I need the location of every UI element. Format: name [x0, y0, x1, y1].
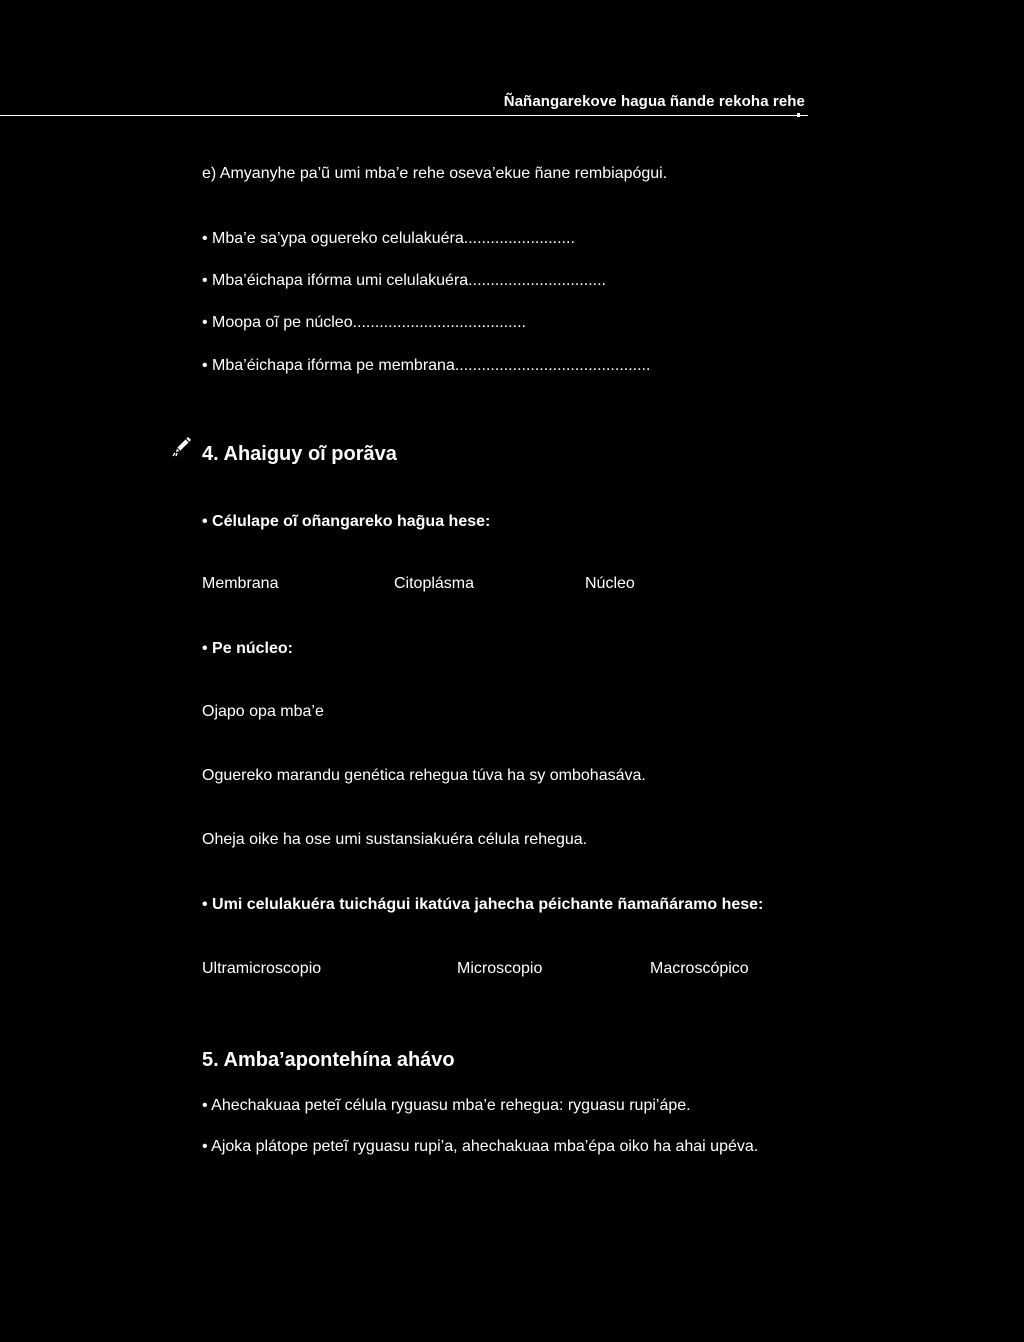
section-e-item: • Moopa oĩ pe núcleo.......................................: [202, 314, 526, 331]
section-e-prompt: e) Amyanyhe pa’ũ umi mba’e rehe oseva’ekue ñane rembiapógui.: [202, 165, 668, 182]
section-e-item: • Mba’éichapa ifórma pe membrana............................................: [202, 357, 651, 374]
question-2-label: • Pe núcleo:: [202, 640, 293, 657]
section-4-heading: 4. Ahaiguy oĩ porãva: [202, 443, 397, 465]
section-e-item: • Mba’e sa’ypa oguereko celulakuéra.........................: [202, 230, 575, 247]
section-e-item: • Mba’éichapa ifórma umi celulakuéra...............................: [202, 272, 606, 289]
header-divider: [0, 115, 808, 116]
question-2-option: Oheja oike ha ose umi sustansiakuéra célula rehegua.: [202, 831, 588, 848]
question-3-option: Ultramicroscopio: [202, 960, 322, 977]
pencil-icon: [171, 435, 193, 457]
section-5-heading: 5. Amba’apontehína ahávo: [202, 1049, 455, 1071]
question-1-option: Citoplásma: [394, 575, 475, 592]
question-1-option: Núcleo: [585, 575, 635, 592]
question-3-option: Macroscópico: [650, 960, 749, 977]
question-3-option: Microscopio: [457, 960, 543, 977]
section-5-item: • Ajoka plátope peteĩ ryguasu rupi’a, ahechakuaa mba’épa oiko ha ahai upéva.: [202, 1138, 759, 1155]
section-5-item: • Ahechakuaa peteĩ célula ryguasu mba’e rehegua: ryguasu rupi’ápe.: [202, 1097, 691, 1114]
question-2-option: Ojapo opa mba’e: [202, 703, 324, 720]
question-1-label: • Célulape oĩ oñangareko hag̃ua hese:: [202, 513, 491, 530]
header-mark: [797, 113, 800, 117]
page-header-title: Ñañangarekove hagua ñande rekoha rehe: [503, 93, 805, 110]
question-2-option: Oguereko marandu genética rehegua túva ha sy ombohasáva.: [202, 767, 646, 784]
question-3-label: • Umi celulakuéra tuichágui ikatúva jahecha péichante ñamañáramo hese:: [202, 896, 764, 913]
question-1-option: Membrana: [202, 575, 279, 592]
